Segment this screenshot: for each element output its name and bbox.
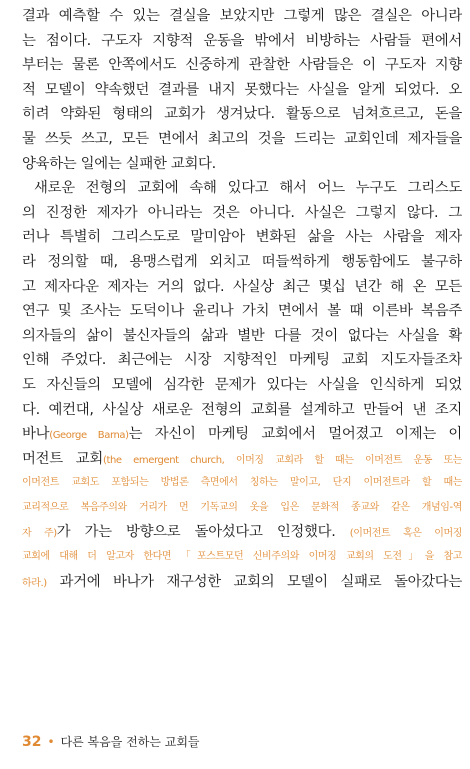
book-title: 다른 복음을 전하는 교회들 bbox=[60, 735, 200, 749]
text-line: 물 쓰듯 쓰고, 모든 면에서 최고의 것을 드리는 교회인데 제자들을 bbox=[22, 130, 462, 147]
text-line: 다. 예컨대, 사실상 새로운 전형의 교회를 설계하고 만들어 낸 조지 bbox=[22, 401, 462, 418]
text-line bbox=[22, 520, 462, 545]
text-line: 도 자신들의 모델에 심각한 문제가 있다는 사실을 인식하게 되었 bbox=[22, 376, 462, 393]
text-line: 결과 예측할 수 있는 결실을 보았지만 그렇게 많은 결실은 아니라 bbox=[22, 8, 462, 24]
text-line: 연구 및 조사는 도덕이나 윤리나 가치 면에서 볼 때 이른바 복음주 bbox=[22, 303, 462, 320]
text-line: 의자들의 삶이 불신자들의 삶과 별반 다를 것이 없다는 사실을 확 bbox=[22, 327, 462, 344]
text-line: 러나 특별히 그리스도로 말미암아 변화된 삶을 사는 사람을 제자 bbox=[22, 229, 462, 246]
text-line: 새로운 전형의 교회에 속해 있다고 해서 어느 누구도 그리스도 bbox=[34, 180, 462, 197]
text-line bbox=[22, 570, 462, 595]
page-footer bbox=[22, 733, 200, 750]
text-line: 양육하는 일에는 실패한 교회다. bbox=[22, 155, 216, 172]
bullet-icon: • bbox=[47, 735, 55, 749]
text-line: 는 점이다. 구도자 지향적 운동을 밖에서 비방하는 사람들 편에서 bbox=[22, 32, 462, 49]
text-segment: 머전트 교회 bbox=[22, 450, 103, 467]
translator-note: (the emergent church, 이머징 교회라 할 때는 이머전트 운동 또는 bbox=[102, 454, 462, 466]
translator-note-line: 이머전트 교회도 포함되는 방법론 측면에서 칭하는 말이고, 단지 이머전트라 할 때는 bbox=[22, 477, 462, 489]
text-segment: 는 자신이 마케팅 교회에서 멀어졌고 이제는 이 bbox=[128, 426, 462, 443]
text-line bbox=[22, 422, 462, 447]
text-line: 히려 약화된 형태의 교회가 생겨났다. 활동으로 넘쳐흐르고, 돈을 bbox=[22, 106, 462, 123]
translator-note: (George Barna) bbox=[49, 430, 129, 442]
text-line: 적 모델이 약속했던 결과를 내지 못했다는 사실을 알게 되었다. 오 bbox=[22, 81, 462, 98]
translator-note: 자 주) bbox=[22, 528, 57, 540]
translator-note-line: 교리적으로 복음주의와 거리가 먼 기독교의 옷을 입은 문화적 종교와 같은 개념임-역 bbox=[22, 501, 462, 513]
body-text bbox=[22, 4, 462, 594]
text-line bbox=[22, 447, 462, 472]
text-segment: 가 가는 방향으로 돌아섰다고 인정했다. bbox=[56, 524, 336, 541]
text-line: 의 진정한 제자가 아니라는 것은 아니다. 사실은 그렇지 않다. 그 bbox=[22, 204, 462, 221]
translator-note: 하라.) bbox=[22, 577, 47, 589]
text-line: 고 제자다운 제자는 거의 없다. 사실상 최근 몇십 년간 해 온 모든 bbox=[22, 278, 462, 295]
translator-note: (이머전트 혹은 이머징 bbox=[349, 528, 462, 540]
translator-note-line: 교회에 대해 더 알고자 한다면 「포스트모던 신비주의와 이머징 교회의 도전」을 참고 bbox=[22, 551, 462, 563]
page-number: 32 bbox=[22, 734, 42, 750]
text-line: 부터는 물론 안쪽에서도 신중하게 관찰한 사람들은 이 구도자 지향 bbox=[22, 57, 462, 74]
text-segment: 바나 bbox=[22, 426, 50, 443]
text-line: 라 정의할 때, 용맹스럽게 외치고 떠들썩하게 행동함에도 불구하 bbox=[22, 253, 462, 270]
text-segment: 과거에 바나가 재구성한 교회의 모델이 실패로 돌아갔다는 bbox=[59, 573, 462, 590]
text-line: 인해 주었다. 최근에는 시장 지향적인 마케팅 교회 지도자들조차 bbox=[22, 352, 462, 369]
